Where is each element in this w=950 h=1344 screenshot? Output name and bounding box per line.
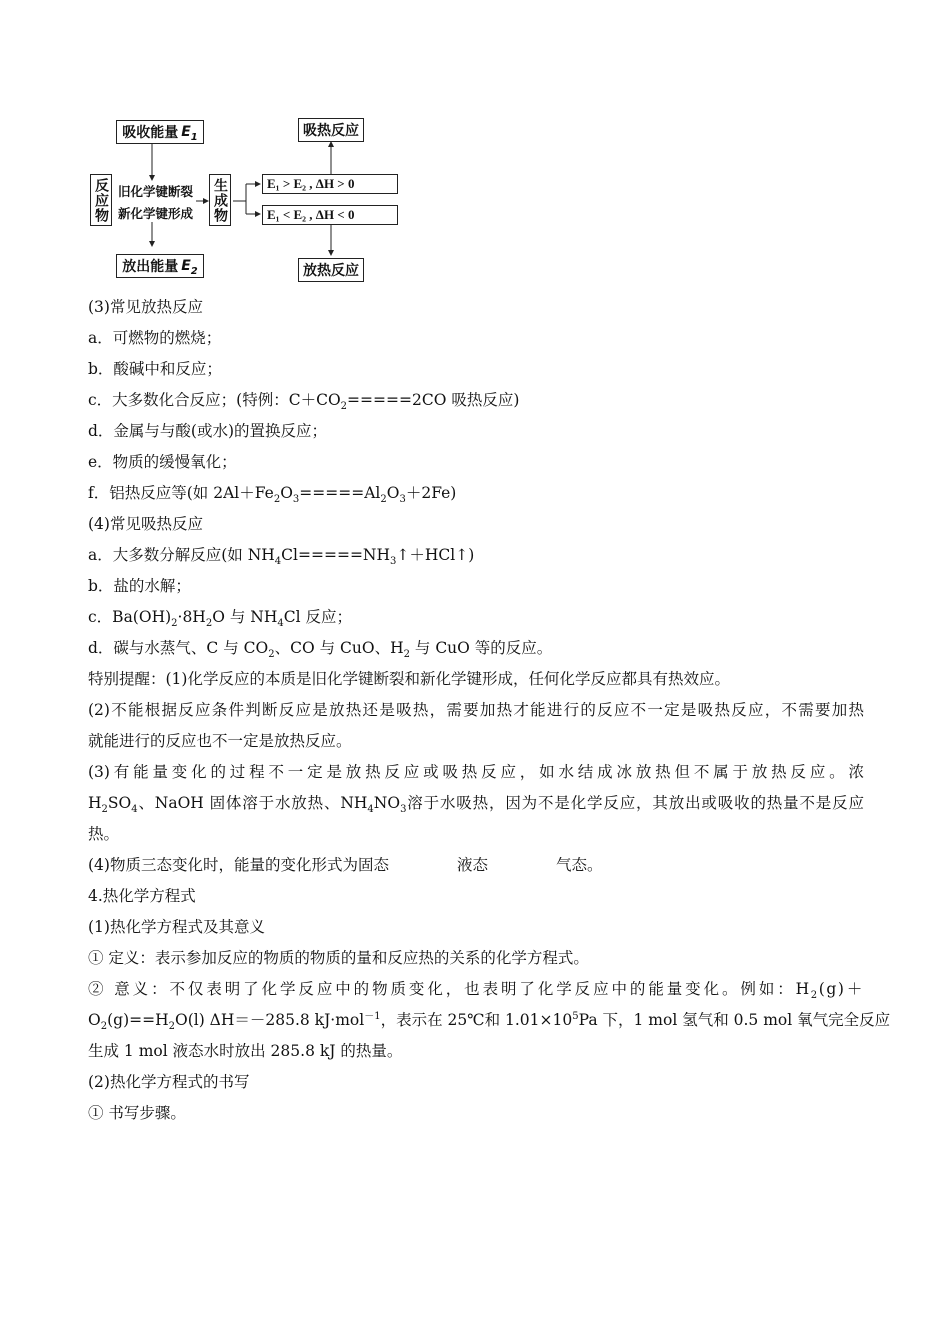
s4-item-b: b．盐的水解；	[88, 577, 191, 595]
exothermic-label: 放热反应	[303, 263, 359, 279]
section-4-heading: 4.热化学方程式	[88, 887, 196, 905]
s3-item-d: d．金属与与酸(或水)的置换反应；	[88, 422, 328, 440]
endothermic-label: 吸热反应	[303, 123, 359, 139]
meaning-line-2: $O_2(g)==H_2O(l)$ ΔH＝－285.8 kJ·mol$^{-1}$，表示在 25℃和 $1.01\times 10^5Pa$ 下，1 mol 氢气和 0.5 mol 氧气完全反应	[88, 1010, 891, 1033]
meaning-line-3: 生成 1 mol 液态水时放出 285.8 kJ 的热量。	[88, 1042, 403, 1060]
condition-lt-box	[262, 205, 398, 225]
endothermic-box	[298, 118, 364, 142]
tip-2-line-1: (2)不能根据反应条件判断反应是放热还是吸热，需要加热才能进行的反应不一定是吸热反应，不需要加热	[88, 701, 864, 719]
document-body	[88, 292, 891, 1129]
s3-item-a: a．可燃物的燃烧；	[88, 329, 222, 347]
section-4-2-title: (2)热化学方程式的书写	[88, 1073, 250, 1091]
absorb-energy-label: 吸收能量	[122, 125, 179, 141]
s4-item-c: c．$Ba(OH)_2\cdot 8H_2O$ 与 $NH_4Cl$ 反应；	[88, 608, 352, 630]
tip-3-line-1: (3)有能量变化的过程不一定是放热反应或吸热反应，如水结成冰放热但不属于放热反应。浓	[88, 763, 864, 781]
section-4-title: (4)常见吸热反应	[88, 515, 203, 533]
s3-item-b: b．酸碱中和反应；	[88, 360, 222, 378]
definition-line: ① 定义：表示参加反应的物质的物质的量和反应热的关系的化学方程式。	[88, 949, 589, 967]
reactant-box	[90, 174, 112, 226]
condition-lt-text: E₁ < E₂ , ΔH < 0	[267, 207, 355, 222]
s4-item-a: a．大多数分解反应(如 $NH_4Cl=====NH_3↑+HCl↑$)	[88, 546, 475, 568]
product-label: 生成物	[212, 177, 228, 223]
condition-gt-box	[262, 174, 398, 194]
release-energy-box	[116, 254, 204, 278]
reactant-label: 反应物	[93, 177, 109, 223]
tip-2-line-2: 就能进行的反应也不一定是放热反应。	[88, 732, 352, 750]
tip-4: (4)物质三态变化时，能量的变化形式为固态 液态 气态。	[88, 856, 603, 874]
section-4-1-title: (1)热化学方程式及其意义	[88, 918, 265, 936]
product-box	[209, 174, 231, 226]
tip-3-line-3: 热。	[88, 825, 120, 843]
absorb-energy-symbol: $E_1$	[181, 124, 198, 143]
meaning-line-1: ② 意义：不仅表明了化学反应中的物质变化，也表明了化学反应中的能量变化。例如：$H_2(g)+$	[88, 980, 864, 1002]
section-3-title: (3)常见放热反应	[88, 298, 203, 316]
energy-diagram	[88, 112, 408, 287]
step-line: ① 书写步骤。	[88, 1104, 186, 1122]
s3-item-e: e．物质的缓慢氧化；	[88, 453, 237, 471]
form-bonds-label: 新化学键形成	[118, 206, 194, 221]
release-energy-symbol: $E_2$	[181, 258, 198, 277]
s3-item-f: f．铝热反应等(如 $2Al+Fe_2O_3=====Al_2O_3+2Fe$)	[88, 484, 457, 506]
absorb-energy-box	[116, 120, 204, 144]
break-bonds-label: 旧化学键断裂	[118, 184, 194, 199]
exothermic-box	[298, 258, 364, 282]
release-energy-label: 放出能量	[122, 259, 179, 275]
tip-1: 特别提醒：(1)化学反应的本质是旧化学键断裂和新化学键形成，任何化学反应都具有热效应。	[88, 670, 730, 688]
s4-item-d: d．碳与水蒸气、C 与 $CO_2$、CO 与 CuO、$H_2$ 与 CuO 等的反应。	[88, 639, 553, 661]
condition-gt-text: E₁ > E₂ , ΔH > 0	[267, 176, 355, 191]
s3-item-c: c．大多数化合反应；(特例：$C+CO_2=====2CO$ 吸热反应)	[88, 391, 520, 413]
tip-3-line-2: $H_2SO_4$、NaOH 固体溶于水放热、$NH_4NO_3$溶于水吸热，因为不是化学反应，其放出或吸收的热量不是反应	[88, 794, 864, 816]
